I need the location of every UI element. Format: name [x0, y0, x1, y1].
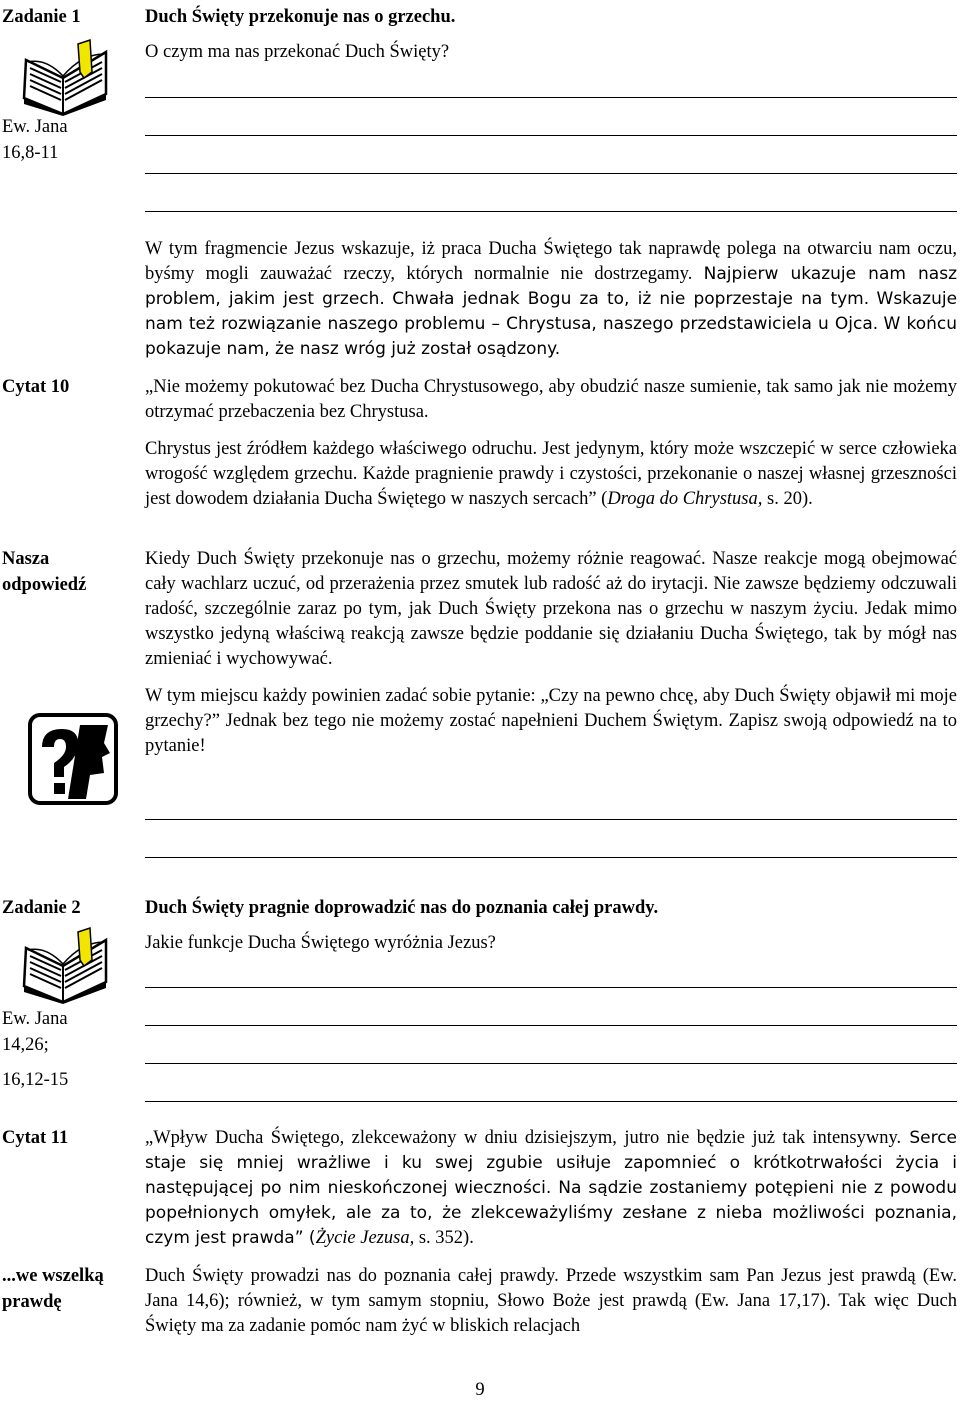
answer-line[interactable]: [145, 1101, 957, 1102]
quote-text: Serce staje się mniej wrażliwe i ku swej zgubie usiłuje zapomnieć o krótkotrwałości życia i następującej po nim nieskończonej wieczności.: [145, 1128, 958, 1198]
answer-line[interactable]: [145, 97, 957, 98]
quote-text: Chrystus jest źródłem każdego właściwego odruchu. Jest jedynym, który może wszczepić w serce człowieka wrogość względem grzechu. Każde pragnienie prawdy i czystości, przekonanie o naszej własnej grzeszności jest dowodem działania Ducha Świętego w naszych sercach” (: [145, 439, 957, 509]
open-book-icon: [18, 38, 113, 116]
answer-line[interactable]: [145, 857, 957, 858]
task2-text: Duch Święty prowadzi nas do poznania całej prawdy. Przede wszystkim sam Pan Jezus jest prawdą (Ew. Jana 14,6); również, w tym samym stopniu, Słowo Boże jest prawdą (Ew. Jana 17,17). Tak więc Duch Święty ma za zadanie pomóc nam żyć w bliskich relacjach: [145, 1266, 957, 1336]
answer-paragraph: W tym miejscu każdy powinien zadać sobie pytanie: „Czy na pewno chcę, aby Duch Święty objawił mi moje grzechy?” Jednak bez tego nie możemy zostać napełnieni Duchem Świętym. Zapisz swoją odpowiedź na to pytanie!: [145, 686, 957, 756]
task2-reference-line2: 14,26;: [2, 1035, 49, 1055]
cytat11-quote: [145, 1126, 957, 1263]
task1-title: Duch Święty przekonuje nas o grzechu.: [145, 7, 456, 27]
book-title: Życie Jezusa,: [315, 1228, 415, 1248]
task1-reference-line1: Ew. Jana: [2, 117, 68, 137]
page-number: 9: [475, 1380, 485, 1400]
quote-paragraph: [145, 1126, 957, 1251]
open-book-icon: [18, 926, 113, 1004]
quote-paragraph: „Nie możemy pokutować bez Ducha Chrystusowego, aby obudzić nasze sumienie, tak samo jak nie możemy otrzymać przebaczenia bez Chrystusa.: [145, 377, 957, 422]
task1-reference-line2: 16,8-11: [2, 143, 59, 163]
answer-line[interactable]: [145, 211, 957, 212]
explanation-sentence: Najpierw ukazuje nam nasz problem, jakim jest grzech.: [145, 264, 957, 309]
task2-title: Duch Święty pragnie doprowadzić nas do poznania całej prawdy.: [145, 898, 659, 918]
answer-line[interactable]: [145, 987, 957, 988]
quote-page: s. 20).: [762, 489, 813, 509]
answer-line[interactable]: [145, 1025, 957, 1026]
task2-reference-line1: Ew. Jana: [2, 1009, 68, 1029]
explanation-sentence: W tym fragmencie Jezus wskazuje, iż praca Ducha Świętego tak naprawdę polega na otwarciu nam oczu, byśmy mogli zauważać rzeczy, których normalnie nie dostrzegamy.: [145, 239, 957, 284]
quote-page: s. 352).: [414, 1228, 474, 1248]
quote-paragraph: [145, 437, 957, 512]
answer-line[interactable]: [145, 135, 957, 136]
cytat11-label: Cytat 11: [2, 1128, 69, 1148]
task2-reference-line3: 16,12-15: [2, 1070, 69, 1090]
task2-question: Jakie funkcje Ducha Świętego wyróżnia Jezus?: [145, 933, 496, 953]
task1-label: Zadanie 1: [2, 7, 81, 27]
task1-question: O czym ma nas przekonać Duch Święty?: [145, 42, 450, 62]
quote-text: „Wpływ Ducha Świętego, zlekceważony w dniu dzisiejszym, jutro nie będzie już tak intensywny.: [145, 1128, 902, 1148]
task2-label: Zadanie 2: [2, 898, 81, 918]
answer-label-line2: odpowiedź: [2, 575, 87, 595]
book-title: Droga do Chrystusa,: [607, 489, 763, 509]
quote-text: Na sądzie zostaniemy potępieni nie z powodu popełnionych omyłek, ale za to, że zlekceważyliśmy zesłane z nieba możliwości poznania, czym jest prawda” (: [145, 1178, 957, 1248]
truth-label-line1: ...we wszelką: [2, 1266, 104, 1286]
answer-label-line1: Nasza: [2, 549, 50, 569]
answer-line[interactable]: [145, 819, 957, 820]
truth-label-line2: prawdę: [2, 1292, 62, 1312]
answer-paragraph: Kiedy Duch Święty przekonuje nas o grzechu, możemy różnie reagować. Nasze reakcje mogą obejmować cały wachlarz uczuć, od przerażenia przez smutek lub radość aż do irytacji. Nie zawsze będziemy odczuwali radość, szczególnie zaraz po tym, jak Duch Święty przekona nas o grzechu w naszym życiu. Jedak mimo wszystko jedyną właściwą reakcją zawsze będzie poddanie się działaniu Ducha Świętego, tak by mógł nas zmieniać i wychowywać.: [145, 549, 957, 669]
explanation-sentence: W końcu pokazuje nam, że nasz wróg już został osądzony.: [145, 314, 958, 359]
cytat10-label: Cytat 10: [2, 377, 70, 397]
our-answer: [145, 547, 957, 771]
answer-line[interactable]: [145, 173, 957, 174]
question-mark-icon: [28, 713, 118, 805]
cytat10-quote: [145, 375, 957, 524]
answer-line[interactable]: [145, 1063, 957, 1064]
explanation-sentence: Chwała jednak Bogu za to, iż nie poprzestaje na tym.: [392, 289, 870, 309]
task1-explanation: [145, 237, 957, 362]
explanation-sentence: Wskazuje nam też rozwiązanie naszego problemu – Chrystusa, naszego przedstawiciela u Ojca.: [145, 289, 958, 334]
